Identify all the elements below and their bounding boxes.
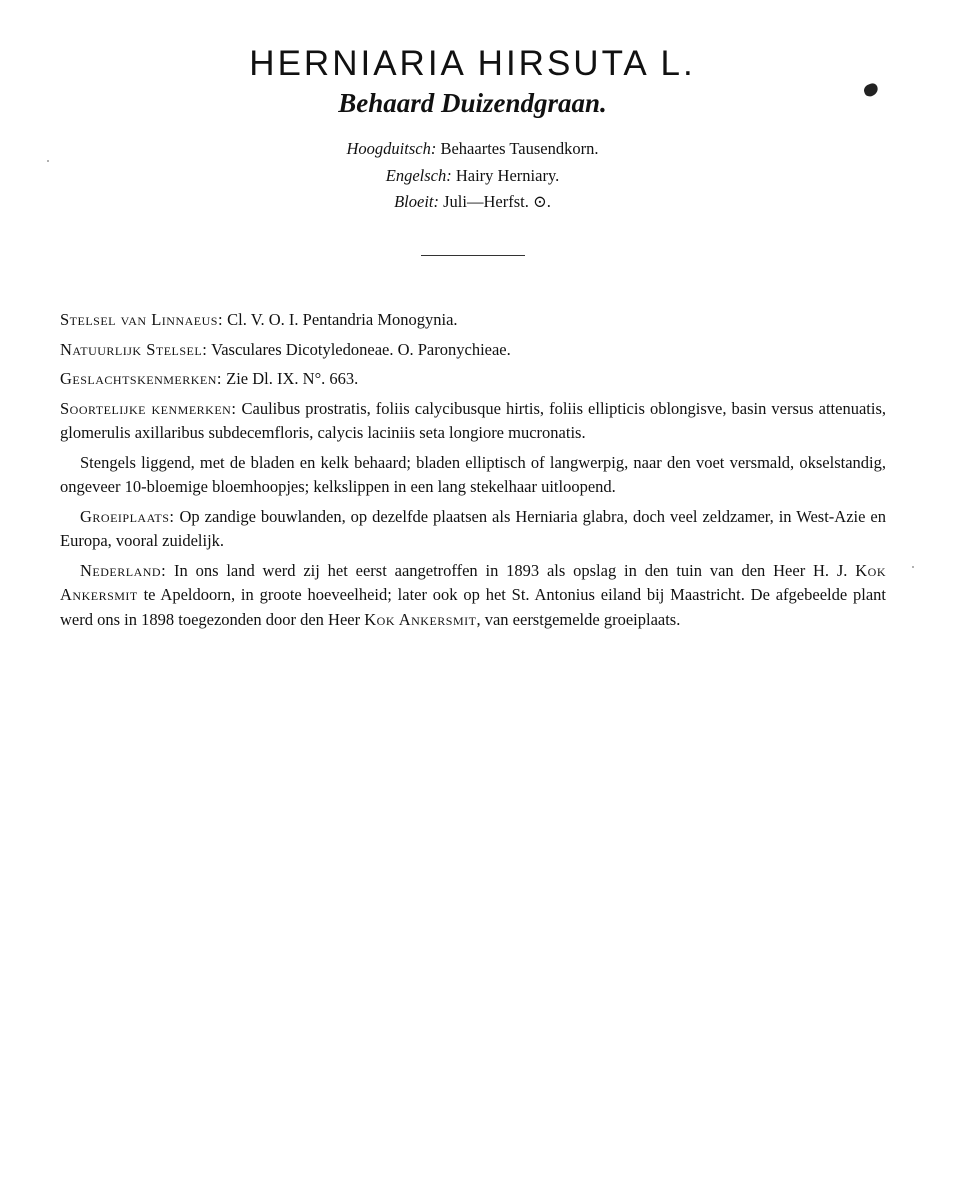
natural-system-label: Natuurlijk Stelsel: (60, 339, 208, 359)
species-characters-label: Soortelijke kenmerken: (60, 398, 237, 418)
separator-rule (421, 255, 525, 256)
page-title: HERNIARIA HIRSUTA L. (249, 44, 696, 83)
netherlands-text-3: , van eerstgemelde groeiplaats. (476, 609, 681, 629)
habitat-text: Op zandige bouwlanden, op dezelfde plaatsen als Herniaria glabra, doch veel zeldzamer, in West-Azie en Europa, vooral zuidelijk. (60, 506, 887, 550)
linnaeus-system-paragraph (60, 308, 886, 333)
flowering-period: Juli—Herfst. ⊙. (443, 192, 551, 211)
flowering-line (0, 189, 945, 216)
genus-characters-text: Zie Dl. IX. N°. 663. (226, 369, 359, 388)
collector-name: Kok Ankersmit (60, 560, 887, 604)
natural-system-text: Vasculares Dicotyledoneae. O. Paronychieae. (211, 339, 511, 359)
english-name-line (0, 163, 945, 190)
dutch-name: Behaard Duizendgraan. (338, 88, 607, 118)
species-characters-paragraph (60, 397, 886, 446)
german-name-line (0, 136, 945, 163)
dutch-description-paragraph: Stengels liggend, met de bladen en kelk behaard; bladen elliptisch of langwerpig, naar den voet versmald, okselstandig, ongeveer 10-bloemige bloemhoopjes; kelkslippen in een lang stekelhaar uitloopend. (60, 452, 886, 496)
habitat-label: Groeiplaats: (80, 506, 175, 526)
habitat-paragraph (60, 505, 886, 554)
paper-speck (912, 566, 914, 568)
english-label: Engelsch: (385, 165, 452, 185)
natural-system-paragraph (60, 338, 886, 363)
english-name: Hairy Herniary. (455, 165, 560, 185)
netherlands-text-2: te Apeldoorn, in groote hoeveelheid; later ook op het St. Antonius eiland bij Maastricht. De afgebeelde plant werd ons in 1898 toegezonden door den Heer (60, 585, 886, 629)
german-label: Hoogduitsch: (346, 139, 437, 158)
species-characters-text: Caulibus prostratis, foliis calycibusque hirtis, foliis ellipticis oblongisve, basin versus attenuatis, glomerulis axillaribus subdecemfloris, calycis laciniis seta longiore mucronatis. (60, 398, 887, 442)
collector-name: Kok Ankersmit (364, 609, 477, 629)
description-body (60, 308, 886, 637)
genus-characters-paragraph (60, 367, 886, 392)
flowering-label: Bloeit: (394, 192, 439, 211)
netherlands-paragraph (60, 559, 886, 633)
german-name: Behaartes Tausendkorn. (440, 139, 599, 158)
common-names-block (0, 136, 945, 216)
genus-characters-label: Geslachtskenmerken: (60, 369, 223, 388)
linnaeus-text: Cl. V. O. I. Pentandria Monogynia. (227, 310, 458, 329)
netherlands-label: Nederland: (80, 560, 167, 580)
netherlands-text-1: In ons land werd zij het eerst aangetroffen in 1893 als opslag in den tuin van den Heer H. J. (174, 560, 848, 580)
linnaeus-label: Stelsel van Linnaeus: (60, 310, 224, 329)
paper-speck (47, 160, 49, 162)
